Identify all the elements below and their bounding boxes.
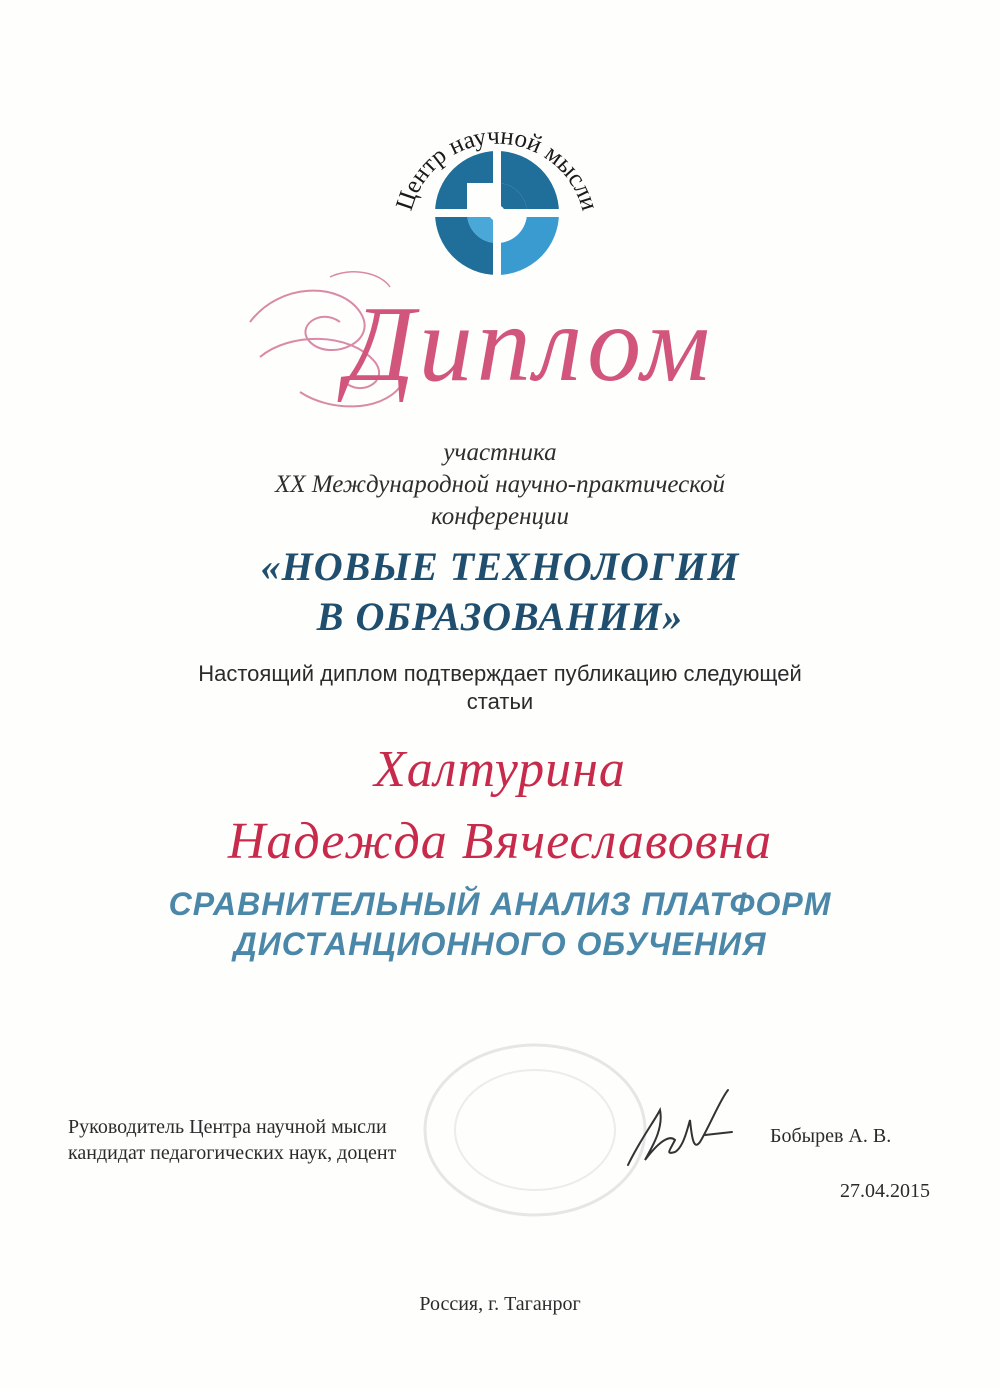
confirmation-text	[100, 660, 900, 716]
conference-title-line-2: В ОБРАЗОВАНИИ»	[316, 594, 684, 639]
place-footer: Россия, г. Таганрог	[419, 1293, 581, 1315]
participant-label: участника	[443, 439, 557, 466]
logo-text: Центр научной мысли	[390, 122, 604, 214]
recipient-name	[100, 735, 900, 877]
recipient-given-name: Надежда Вячеславовна	[227, 813, 773, 870]
article-title	[100, 884, 900, 964]
article-title-line-1: СРАВНИТЕЛЬНЫЙ АНАЛИЗ ПЛАТФОРМ	[168, 886, 832, 922]
signatory-position-line-1: Руководитель Центра научной мысли	[68, 1116, 387, 1138]
signatory-position-line-2: кандидат педагогических наук, доцент	[68, 1142, 397, 1164]
signatory-name: Бобырев А. В.	[770, 1125, 892, 1147]
conference-line-1: XX Международной научно-практической	[274, 471, 726, 498]
signatory-position	[68, 1114, 488, 1166]
handwritten-signature-icon	[620, 1080, 740, 1180]
signature-date: 27.04.2015	[840, 1180, 930, 1202]
confirmation-line-1: Настоящий диплом подтверждает публикацию следующей	[198, 661, 802, 686]
conference-title-line-1: «НОВЫЕ ТЕХНОЛОГИИ	[260, 544, 740, 589]
conference-line-2: конференции	[431, 503, 569, 530]
confirmation-line-2: статьи	[466, 689, 534, 714]
conference-intro	[100, 437, 900, 533]
diploma-title	[240, 262, 760, 422]
diploma-title-text: Диплом	[346, 285, 714, 404]
recipient-surname: Халтурина	[374, 741, 626, 798]
conference-title	[100, 542, 900, 642]
center-logo-icon	[372, 95, 622, 285]
article-title-line-2: ДИСТАНЦИОННОГО ОБУЧЕНИЯ	[233, 926, 767, 962]
